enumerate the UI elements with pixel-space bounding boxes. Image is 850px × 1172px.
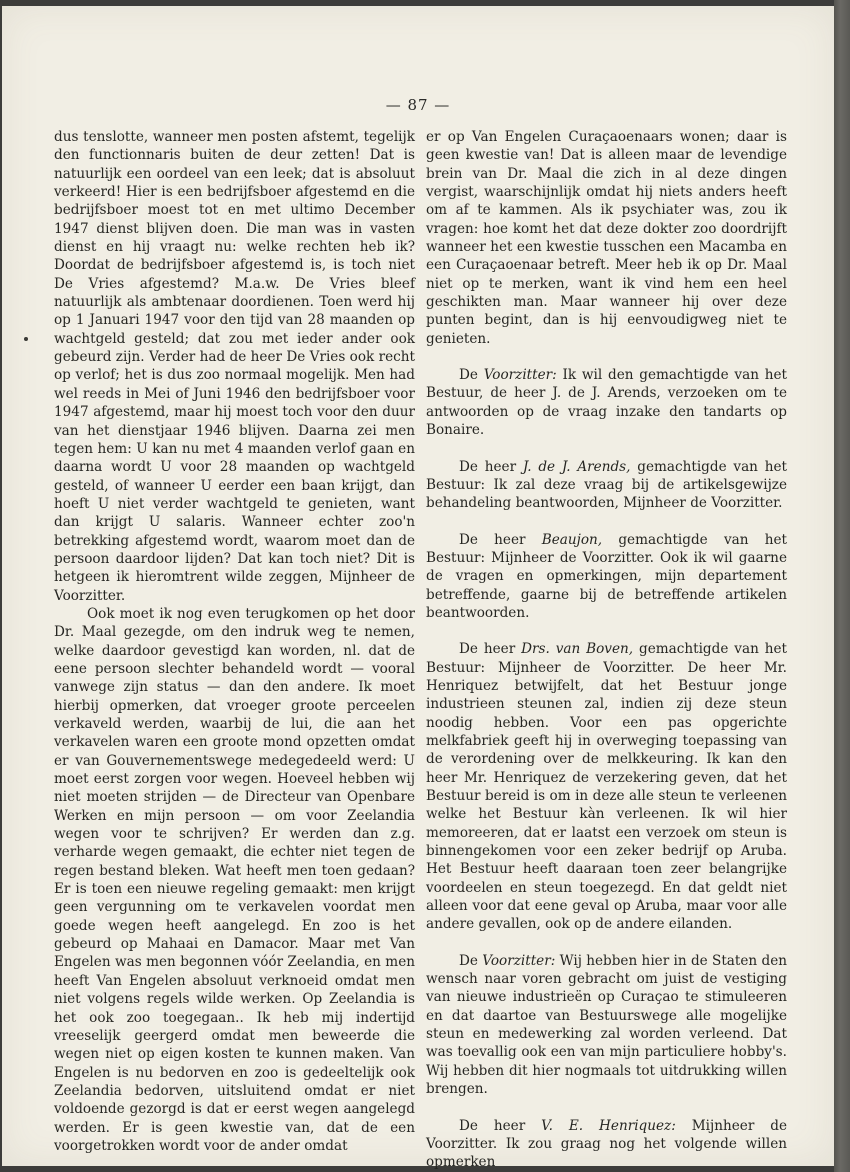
margin-dot-mark	[24, 337, 28, 341]
speaker-prefix: De heer	[459, 531, 542, 548]
speaker-name: J. de J. Arends,	[522, 458, 631, 475]
paragraph: dus tenslotte, wanneer men posten afstemt, tegelijk den functionnaris buiten de deur zetten! Dat is natuurlijk een oordeel van een leek; dat is absoluut verkeerd! Hier is een bedrijfsboer afgestemd en die bedrijfsboer moest tot en met ultimo December 1947 dienst blijven doen. Die man was in vasten dienst en hij vraagt nu: welke rechten heb ik? Doordat de bedrijfsboer afgestemd is, is toch niet De Vries afgestemd? M.a.w. De Vries bleef natuurlijk als ambtenaar doordienen. Toen werd hij op 1 Januari 1947 voor den tijd van 28 maanden op wachtgeld gesteld; dat zou met ieder ander ook gebeurd zijn. Verder had de heer De Vries ook recht op verlof; het is dus zoo normaal mogelijk. Men had wel reeds in Mei of Juni 1946 den bedrijfsboer voor 1947 afgestemd, maar hij moest toch voor den duur van het dienstjaar 1946 blijven. Daarna zei men tegen hem: U kan nu met 4 maanden verlof gaan en daarna wordt U voor 28 maanden op wachtgeld gesteld, of wanneer U eerder een baan krijgt, dan hoeft U niet verder wachtgeld te genieten, want dan krijgt U salaris. Wanneer echter zoo'n betrekking afgestemd wordt, waarom moet dan de persoon daardoor lijden? Dat kan toch niet? Dit is hetgeen ik hieromtrent wilde zeggen, Mijnheer de Voorzitter.	[54, 129, 415, 604]
speech-text: Wij hebben hier in de Staten den wensch naar voren gebracht om juist de vestiging van nieuwe industrieën op Curaçao te stimuleeren en dat daartoe van Bestuurswege alle mogelijke steun en medewerking zal worden verleend. Dat was toevallig ook een van mijn particuliere hobby's. Wij hebben dit hier nogmaals tot uitdrukking willen brengen.	[426, 952, 788, 1098]
speaker-name: Voorzitter:	[482, 952, 556, 969]
page-number: — 87 —	[385, 96, 451, 114]
speaker-name: Voorzitter:	[483, 367, 557, 384]
document-page	[2, 6, 834, 1171]
speaker-name: Beaujon,	[541, 531, 603, 548]
speech-text: gemachtigde van het Bestuur: Ik zal deze vraag bij de artikelsgewijze behandeling beantwoorden, Mijnheer de Voorzitter.	[426, 458, 787, 512]
speaker-prefix: De	[459, 367, 484, 384]
speaker-paragraph	[426, 366, 787, 439]
speaker-prefix: De	[459, 952, 483, 969]
scan-right-edge	[834, 0, 850, 1172]
right-column	[426, 128, 787, 1172]
speaker-paragraph	[426, 458, 787, 513]
speaker-paragraph	[426, 531, 787, 623]
speaker-prefix: De heer	[459, 1117, 542, 1134]
speech-text: gemachtigde van het Bestuur: Mijnheer de Voorzitter. Ook ik wil gaarne de vragen en opmerkingen, mijn departement betreffende, gaarne bij de betreffende artikelen beantwoorden.	[426, 531, 787, 621]
speaker-paragraph	[426, 1117, 787, 1172]
left-column	[54, 128, 415, 1155]
speaker-prefix: De heer	[459, 641, 522, 658]
speech-text: Ik wil den gemachtigde van het Bestuur, de heer J. de J. Arends, verzoeken om te antwoorden op de vraag inzake den tandarts op Bonaire.	[426, 367, 788, 439]
speech-text: Mijnheer de Voorzitter. Ik zou graag nog het volgende willen opmerken	[426, 1117, 787, 1171]
paragraph: er op Van Engelen Curaçaoenaars wonen; daar is geen kwestie van! Dat is alleen maar de levendige brein van Dr. Maal die zich in al deze dingen vergist, waarschijnlijk omdat hij niets anders heeft om af te kammen. Als ik psychiater was, zou ik vragen: hoe komt het dat deze dokter zoo doordrijft wanneer het een kwestie tusschen een Macamba en een Curaçaoenaar betreft. Meer heb ik op Dr. Maal niet op te merken, want ik vind hem een heel geschikten man. Maar wanneer hij over deze punten begint, dan is hij eenvoudigweg niet te genieten.	[426, 129, 787, 347]
speech-text: gemachtigde van het Bestuur: Mijnheer de Voorzitter. De heer Mr. Henriquez betwijfelt, dat het Bestuur jonge industrieen steunen zal, indien zij deze steun noodig hebben. Voor een pas opgerichte melkfabriek geeft hij in overweging toepassing van de verordening over de melkkeuring. Ik kan den heer Mr. Henriquez de verzekering geven, dat het Bestuur bereid is om in deze alle steun te verleenen welke het Bestuur kàn verleenen. Ik wil hier memoreeren, dat er laatst een verzoek om steun is binnengekomen voor een zeker bedrijf op Aruba. Het Bestuur heeft daaraan toen zeer belangrijke voordeelen en steun toegezegd. En dat geldt niet alleen voor dat eene geval op Aruba, maar voor alle andere gevallen, ook op de andere eilanden.	[426, 641, 787, 933]
speaker-paragraph	[426, 952, 787, 1099]
speaker-name: Drs. van Boven,	[521, 641, 634, 658]
speaker-paragraph	[426, 640, 787, 934]
speaker-prefix: De heer	[459, 458, 523, 475]
paragraph: Ook moet ik nog even terugkomen op het door Dr. Maal gezegde, om den indruk weg te nemen, welke daardoor gevestigd kan worden, nl. dat de eene persoon slechter behandeld wordt — vooral vanwege zijn status — dan den andere. Ik moet hierbij opmerken, dat vroeger groote perceelen verkaveld werden, waarbij de lui, die aan het verkavelen waren een groote mond opzetten omdat er van Gouvernementswege medegedeeld werd: U moet eerst zorgen voor wegen. Hoeveel hebben wij niet moeten strijden — de Directeur van Openbare Werken en mijn persoon — om voor Zeelandia wegen voor te schrijven? Er werden dan z.g. verharde wegen gemaakt, die echter niet tegen de regen bestand bleken. Wat heeft men toen gedaan? Er is toen een nieuwe regeling gemaakt: men krijgt geen vergunning om te verkavelen voordat men goede wegen heeft aangelegd. En zoo is het gebeurd op Mahaai en Damacor. Maar met Van Engelen was men begonnen vóór Zeelandia, en men heeft Van Engelen absoluut verknoeid omdat men niet volgens regels wilde werken. Op Zeelandia is het ook zoo toegegaan.. Ik heb mij indertijd vreeselijk geergerd omdat men beweerde die wegen niet op eigen kosten te kunnen maken. Van Engelen is nu bedorven en zoo is gedeeltelijk ook Zeelandia bedorven, uitsluitend omdat er niet voldoende gezorgd is dat er eerst wegen aangelegd werden. Er is geen kwestie van, dat de een voorgetrokken wordt voor de ander omdat	[54, 605, 415, 1154]
speaker-name: V. E. Henriquez:	[541, 1117, 676, 1134]
